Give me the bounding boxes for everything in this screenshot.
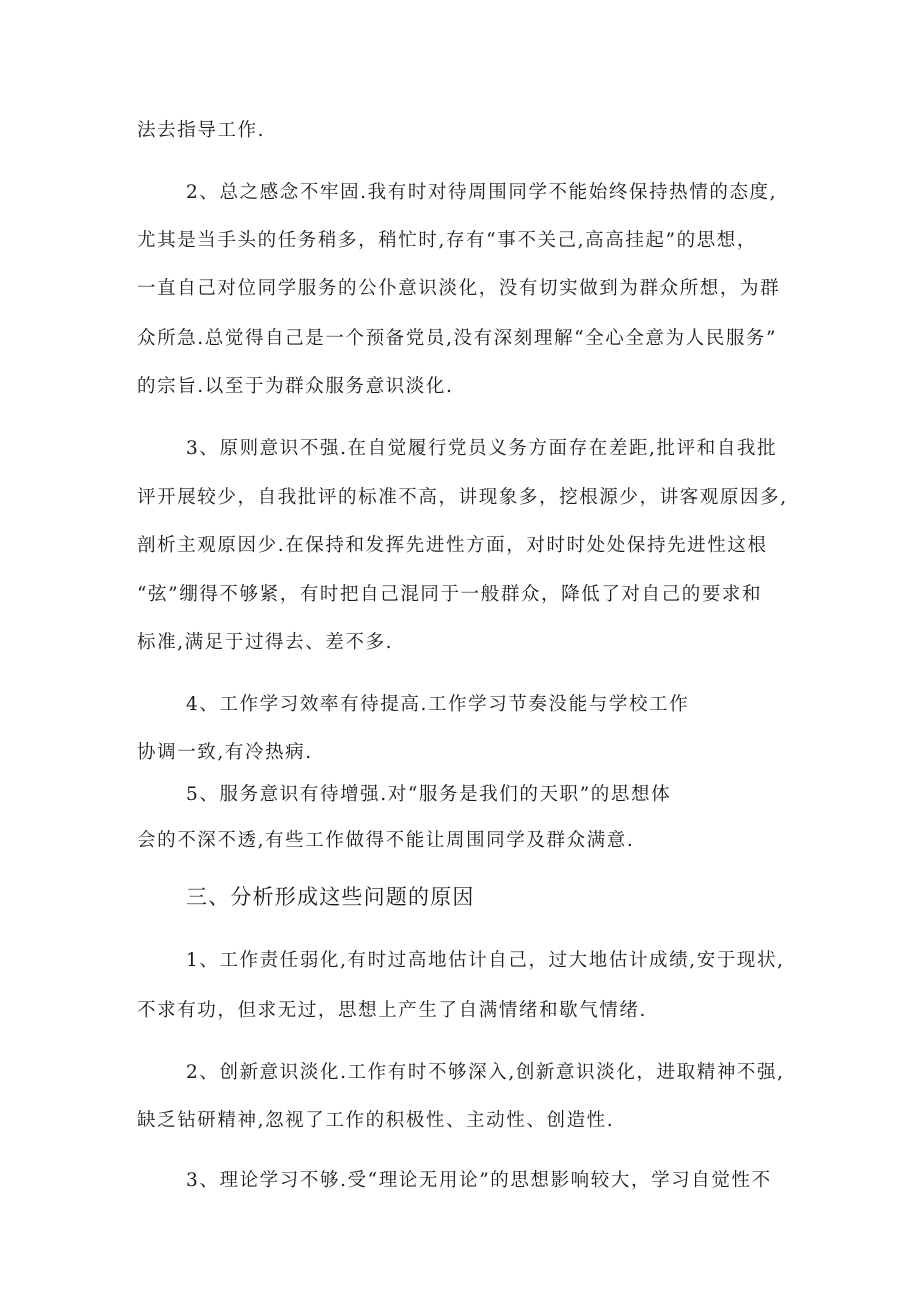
- paragraph-line: 2、创新意识淡化.工作有时不够深入,创新意识淡化，进取精神不强,: [186, 1062, 785, 1083]
- paragraph-line: 会的不深不透,有些工作做得不能让周围同学及群众满意.: [137, 830, 635, 851]
- paragraph-line: 3、理论学习不够.受“理论无用论”的思想影响较大，学习自觉性不: [186, 1170, 772, 1191]
- paragraph-line: 5、服务意识有待增强.对“服务是我们的天职”的思想体: [186, 784, 672, 805]
- paragraph-line: 3、原则意识不强.在自觉履行党员义务方面存在差距,批评和自我批: [186, 438, 778, 459]
- paragraph-line: 4、工作学习效率有待提高.工作学习节奏没能与学校工作: [186, 694, 690, 715]
- paragraph-line: 一直自己对位同学服务的公仆意识淡化，没有切实做到为群众所想，为群: [137, 278, 781, 299]
- paragraph-line: 协调一致,有冷热病.: [137, 742, 313, 763]
- paragraph-line: 缺乏钻研精神,忽视了工作的积极性、主动性、创造性.: [137, 1110, 615, 1131]
- paragraph-line: 尤其是当手头的任务稍多，稍忙时,存有“事不关己,高高挂起”的思想，: [137, 230, 757, 251]
- paragraph-line: 的宗旨.以至于为群众服务意识淡化.: [137, 376, 454, 397]
- paragraph-line: 众所急.总觉得自己是一个预备党员,没有深刻理解“全心全意为人民服务”: [137, 328, 778, 349]
- paragraph-line: “弦”绷得不够紧，有时把自己混同于一般群众，降低了对自己的要求和: [137, 584, 763, 605]
- paragraph-line: 2、总之感念不牢固.我有时对待周围同学不能始终保持热情的态度,: [186, 182, 778, 203]
- paragraph-line: 不求有功，但求无过，思想上产生了自满情绪和歇气情绪.: [137, 1000, 647, 1021]
- paragraph-line: 剖析主观原因少.在保持和发挥先进性方面，对时时处处保持先进性这根: [137, 535, 768, 556]
- paragraph-line: 法去指导工作.: [137, 120, 266, 141]
- paragraph-line: 标准,满足于过得去、差不多.: [137, 632, 394, 653]
- paragraph-line: 评开展较少，自我批评的标准不高，讲现象多，挖根源少，讲客观原因多,: [137, 487, 788, 508]
- paragraph-line: 1、工作责任弱化,有时过高地估计自己，过大地估计成绩,安于现状,: [186, 950, 785, 971]
- section-heading: 三、分析形成这些问题的原因: [186, 885, 475, 909]
